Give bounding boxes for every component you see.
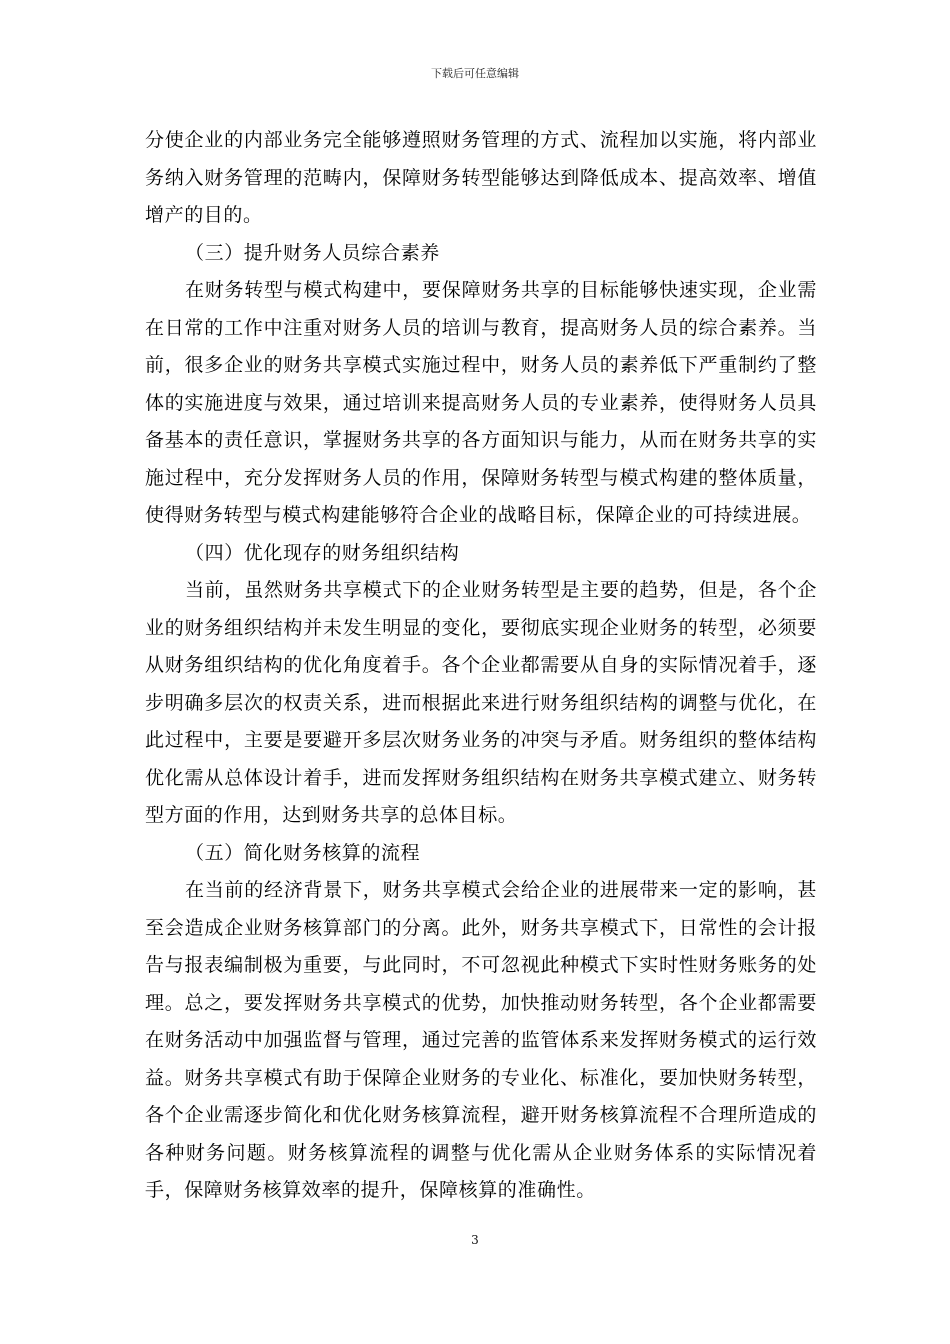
paragraph-section-5: 在当前的经济背景下，财务共享模式会给企业的进展带来一定的影响，甚至会造成企业财务核算部门的分离。此外，财务共享模式下，日常性的会计报告与报表编制极为重要，与此同时，不可忽视此种模式下实时性财务账务的处理。总之，要发挥财务共享模式的优势，加快推动财务转型，各个企业都需要在财务活动中加强监督与管理，通过完善的监管体系来发挥财务模式的运行效益。财务共享模式有助于保障企业财务的专业化、标准化，要加快财务转型，各个企业需逐步简化和优化财务核算流程，避开财务核算流程不合理所造成的各种财务问题。财务核算流程的调整与优化需从企业财务体系的实际情况着手，保障财务核算效率的提升，保障核算的准确性。	[145, 879, 817, 1201]
section-heading-3: （三）提升财务人员综合素养	[185, 241, 440, 264]
page-header: 下载后可任意编辑	[431, 67, 519, 80]
page-number: 3	[471, 1233, 479, 1247]
section-heading-5: （五）简化财务核算的流程	[185, 841, 421, 864]
paragraph-section-4: 当前，虽然财务共享模式下的企业财务转型是主要的趋势，但是，各个企业的财务组织结构并未发生明显的变化，要彻底实现企业财务的转型，必须要从财务组织结构的优化角度着手。各个企业都需要从自身的实际情况着手，逐步明确多层次的权责关系，进而根据此来进行财务组织结构的调整与优化，在此过程中，主要是要避开多层次财务业务的冲突与矛盾。财务组织的整体结构优化需从总体设计着手，进而发挥财务组织结构在财务共享模式建立、财务转型方面的作用，达到财务共享的总体目标。	[145, 579, 817, 826]
document-body	[145, 122, 817, 1210]
section-heading-4: （四）优化现存的财务组织结构	[185, 541, 460, 564]
paragraph-section-3: 在财务转型与模式构建中，要保障财务共享的目标能够快速实现，企业需在日常的工作中注重对财务人员的培训与教育，提高财务人员的综合素养。当前，很多企业的财务共享模式实施过程中，财务人员的素养低下严重制约了整体的实施进度与效果，通过培训来提高财务人员的专业素养，使得财务人员具备基本的责任意识，掌握财务共享的各方面知识与能力，从而在财务共享的实施过程中，充分发挥财务人员的作用，保障财务转型与模式构建的整体质量，使得财务转型与模式构建能够符合企业的战略目标，保障企业的可持续进展。	[145, 279, 817, 526]
paragraph-continuation: 分使企业的内部业务完全能够遵照财务管理的方式、流程加以实施，将内部业务纳入财务管理的范畴内，保障财务转型能够达到降低成本、提高效率、增值增产的目的。	[145, 129, 817, 226]
